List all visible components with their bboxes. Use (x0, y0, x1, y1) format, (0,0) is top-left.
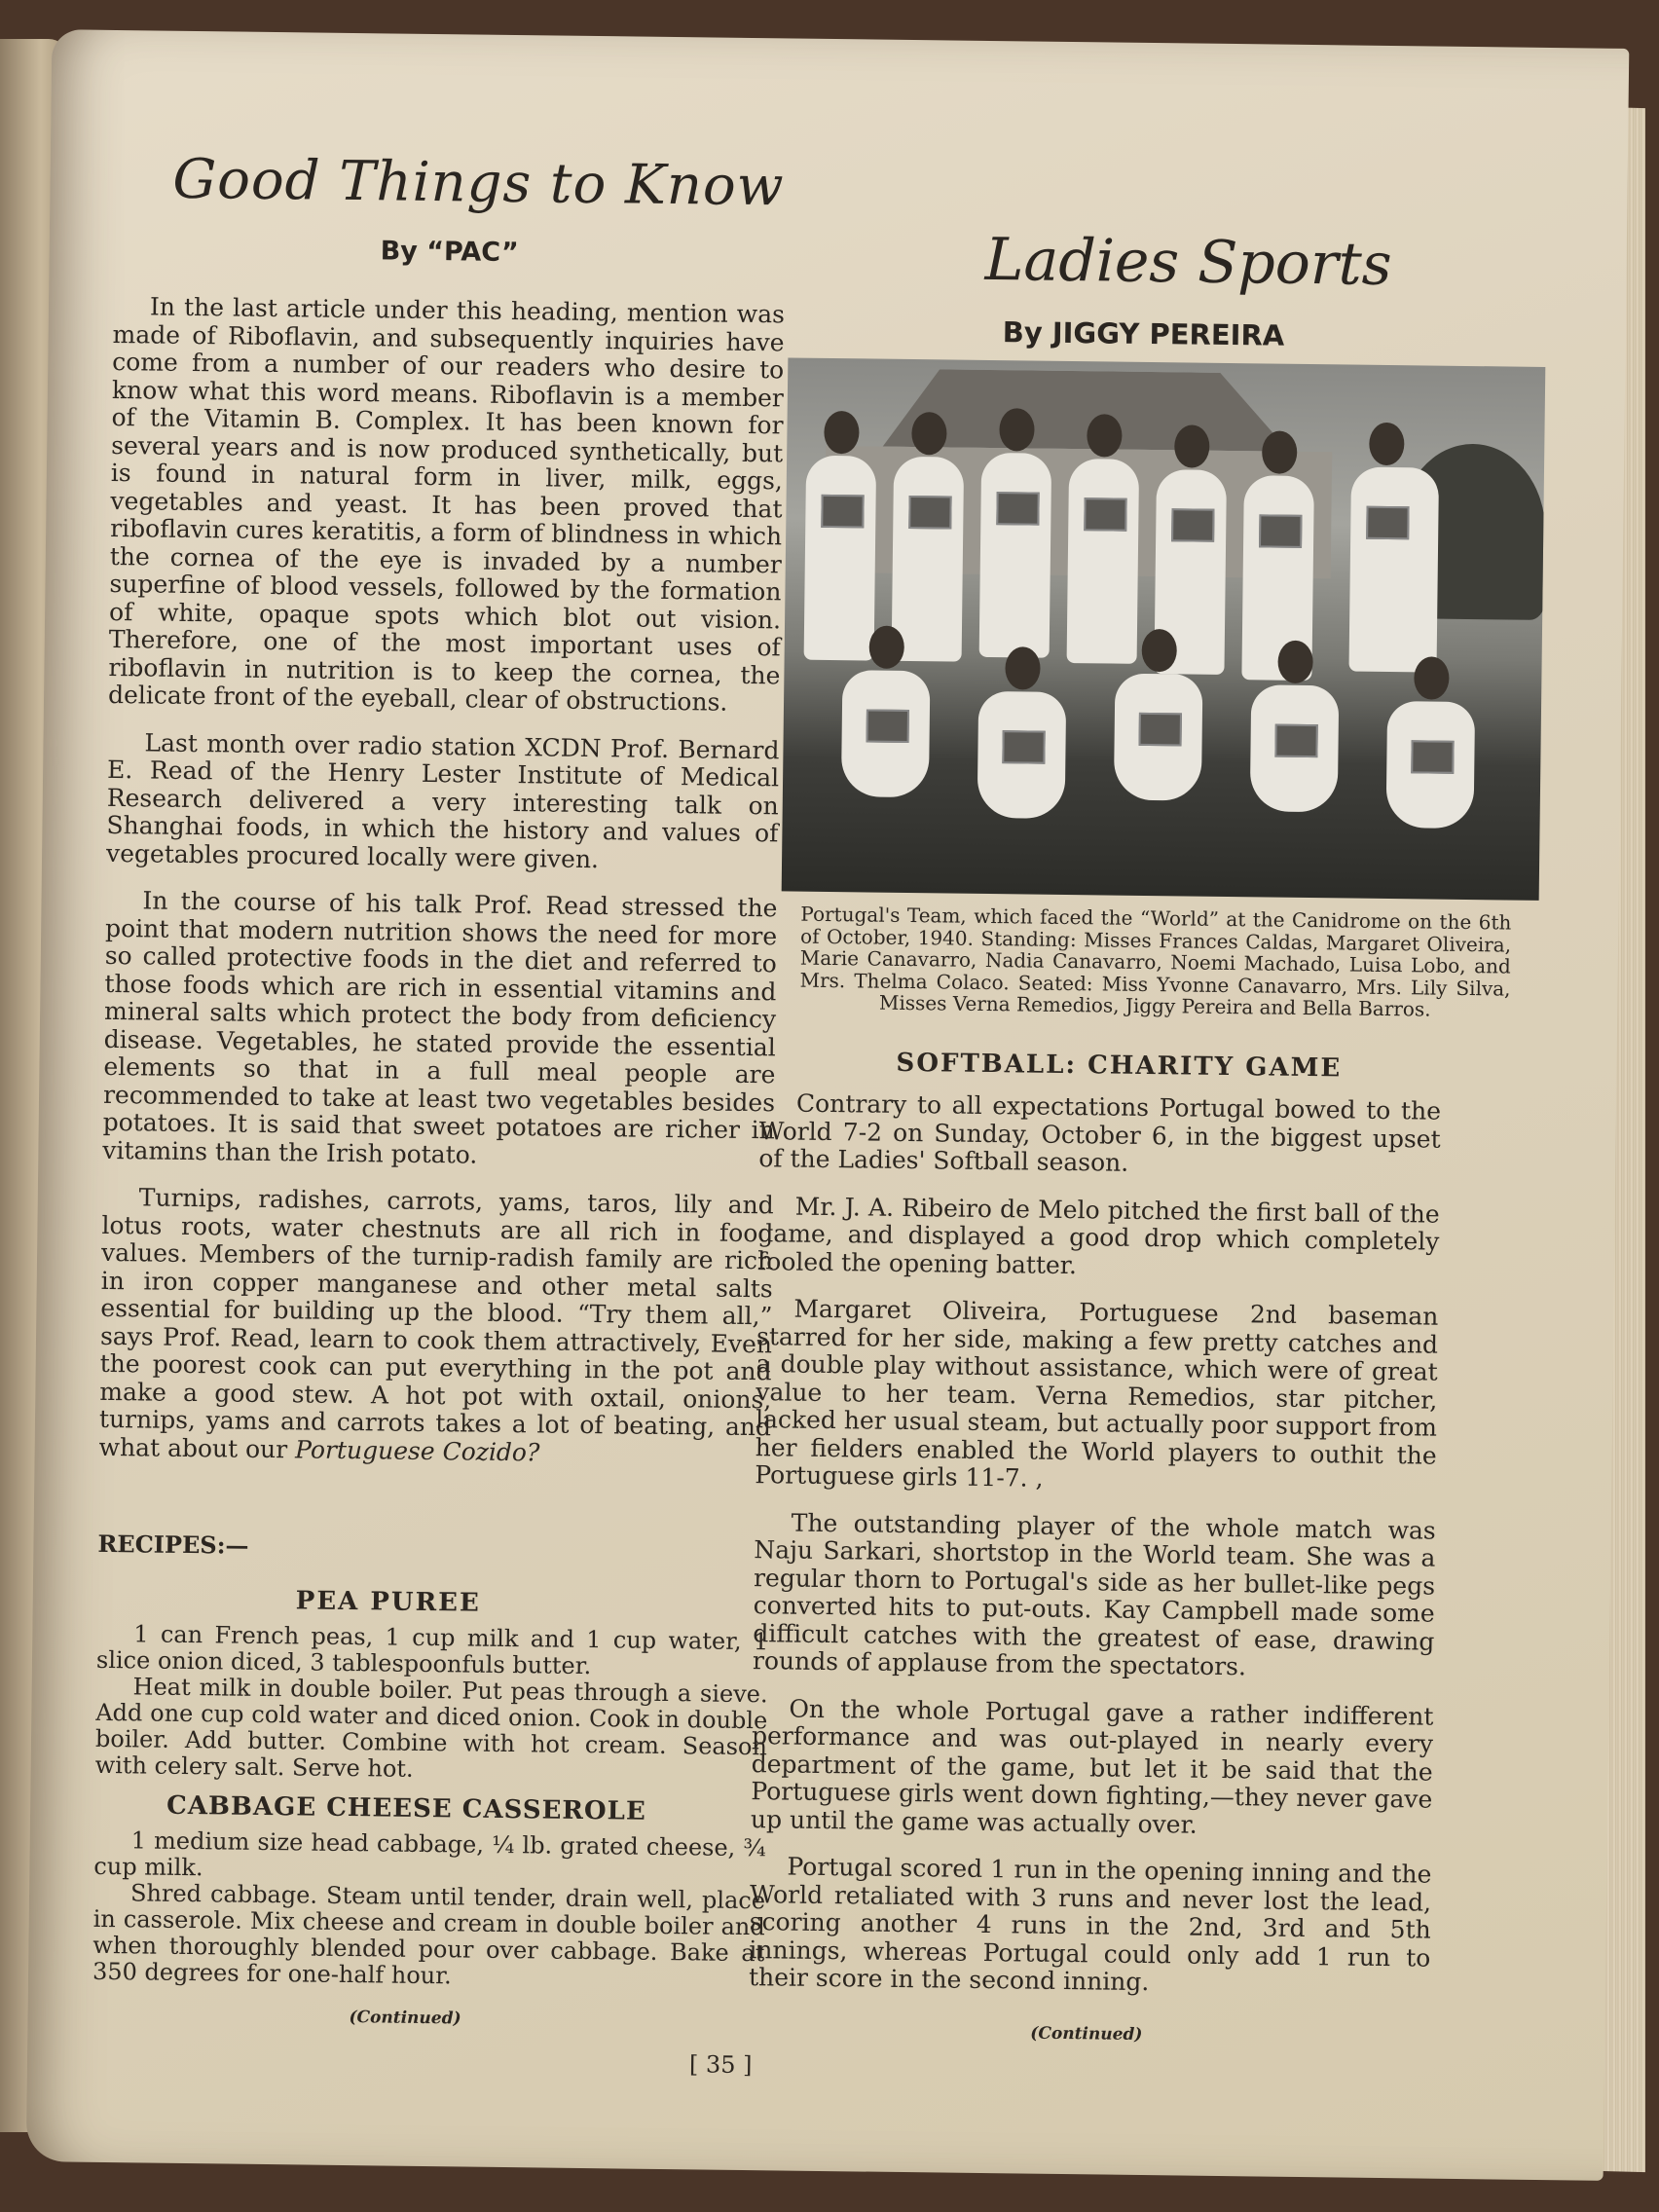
right-article-title: Ladies Sports (984, 225, 1392, 300)
recipe1-method: Heat milk in double boiler. Put peas through a sieve. Add one cup cold water and diced onion. Cook in double boiler. Add butter. Combine with hot cream. Season with celery salt. Serve hot. (94, 1673, 768, 1783)
seated-player (1250, 684, 1340, 812)
right-article-body (749, 1089, 1442, 2019)
recipe2-name: CABBAGE CHEESE CASSEROLE (166, 1790, 646, 1826)
page-number: [ 35 ] (688, 2050, 753, 2080)
seated-player (977, 691, 1067, 819)
recipe1-block (94, 1621, 768, 1787)
left-article-byline: By “PAC” (380, 236, 519, 269)
left-article-body (98, 293, 785, 1489)
seated-player (1114, 674, 1203, 801)
seated-player (841, 670, 931, 797)
recipe1-name: PEA PUREE (295, 1586, 481, 1618)
cozido-italic: Portuguese Cozido? (294, 1434, 540, 1466)
right-paragraph: Contrary to all expectations Portugal bowed to the World 7-2 on Sunday, October 6, in the biggest upset of the Ladies' Softball season. (758, 1088, 1442, 1177)
recipe2-block (92, 1827, 766, 1993)
magazine-page (26, 29, 1630, 2181)
left-paragraph: Last month over radio station XCDN Prof. Bernard E. Read of the Henry Lester Institute of Medical Research delivered a very interesting talk on Shanghai foods, in which the history and values of vegetables procured locally were given. (105, 727, 780, 873)
standing-player (892, 457, 965, 662)
recipe2-ingredients: 1 medium size head cabbage, ¼ lb. grated cheese, ¾ cup milk. (93, 1826, 766, 1882)
right-article-byline: By JIGGY PEREIRA (1002, 315, 1285, 352)
right-continued: (Continued) (1030, 2023, 1143, 2046)
softball-heading: SOFTBALL: CHARITY GAME (896, 1048, 1343, 1084)
standing-player (1067, 459, 1140, 664)
right-paragraph: Margaret Oliveira, Portuguese 2nd baseman starred for her side, making a few pretty catches and a double play without assistance, which were of great value to her team. Verna Remedios, star pitcher, lacked her usual steam, but actually poor support from her fielders enabled the World players to outhit the Portuguese girls 11-7. , (755, 1294, 1439, 1493)
left-paragraph: In the last article under this heading, mention was made of Riboflavin, and subsequently inquiries have come from a number of our readers who desire to know what this word means. Riboflavin is a member of the Vitamin B. Complex. It has been known for several years and is now produced synthetically, but is found in natural form in liver, milk, eggs, vegetables and yeast. It has been proved that riboflavin cures keratitis, a form of blindness in which the cornea of the eye is invaded by a number superfine of blood vessels, followed by the formation of white, opaque spots which blot out vision. Therefore, one of the most important uses of riboflavin in nutrition is to keep the cornea, the delicate front of the eyeball, clear of obstructions. (107, 292, 786, 717)
seated-player (1386, 701, 1476, 829)
team-photo (782, 357, 1546, 900)
left-paragraph-text: Turnips, radishes, carrots, yams, taros, lily and lotus roots, water chestnuts are all rich in food values. Members of the turnip-radish family are rich in iron copper manganese and other metal salts essential for building up the blood. “Try them all,” says Prof. Read, learn to cook them attractively, Even the poorest cook can put everything in the pot and make a good stew. A hot pot with oxtail, onions, turnips, yams and carrots takes a lot of beating, and what about our (98, 1183, 774, 1463)
standing-player (1348, 467, 1439, 673)
recipe2-method: Shred cabbage. Steam until tender, drain well, place in casserole. Mix cheese and cream in double boiler and when thoroughly blended pour over cabbage. Bake at 350 degrees for one-half hour. (92, 1879, 766, 1990)
standing-player (979, 453, 1052, 658)
left-continued: (Continued) (349, 2008, 461, 2029)
recipes-label: RECIPES:— (97, 1529, 249, 1560)
left-paragraph: In the course of his talk Prof. Read stressed the point that modern nutrition shows the need for more so called protective foods in the diet and referred to those foods which are rich in essential vitamins and mineral salts which protect the body from deficiency disease. Vegetables, he stated provide the essential elements so that in a full meal people are recommended to take at least two vegetables besides potatoes. It is said that sweet potatoes are richer in vitamins than the Irish potato. (102, 886, 778, 1169)
photo-caption: Portugal's Team, which faced the “World” at the Canidrome on the 6th of October, 1940. Standing: Misses Frances Caldas, Margaret Oliveira, Marie Canavarro, Nadia Canavarro, Noemi Machado, Luisa Lobo, and Mrs. Thelma Colaco. Seated: Miss Yvonne Canavarro, Mrs. Lily Silva, Misses Verna Remedios, Jiggy Pereira and Bella Barros. (799, 902, 1512, 1021)
standing-player (804, 456, 877, 661)
right-paragraph: The outstanding player of the whole match was Naju Sarkari, shortstop in the World team. She was a regular thorn to Portugal's side as her bullet-like pegs converted hits to put-outs. Kay Campbell made some difficult catches with the greatest of ease, drawing rounds of applause from the spectators. (752, 1508, 1436, 1681)
left-article-title: Good Things to Know (172, 147, 785, 219)
left-paragraph (98, 1184, 773, 1469)
recipe1-ingredients: 1 can French peas, 1 cup milk and 1 cup water, 1 slice onion diced, 3 tablespoonfuls butter. (95, 1620, 769, 1680)
right-paragraph: On the whole Portugal gave a rather indifferent performance and was out-played in nearly every department of the game, but let it be said that the Portuguese girls went down fighting,—they never gave up until the game was actually over. (750, 1694, 1434, 1839)
right-paragraph: Mr. J. A. Ribeiro de Melo pitched the first ball of the game, and displayed a good drop which completely fooled the opening batter. (756, 1192, 1440, 1279)
right-paragraph: Portugal scored 1 run in the opening inning and the World retaliated with 3 runs and never lost the lead, scoring another 4 runs in the 2nd, 3rd and 5th innings, whereas Portugal could only add 1 run to their score in the second inning. (748, 1852, 1432, 1997)
